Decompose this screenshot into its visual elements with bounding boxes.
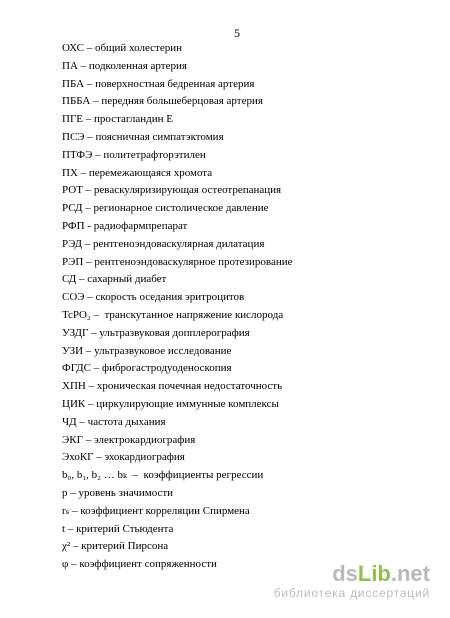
abbreviation-term: ЭКГ [62,433,83,446]
abbreviation-row [62,271,292,289]
abbreviation-row [62,343,292,361]
abbreviation-term: ПСЭ [62,130,85,143]
abbreviation-row [62,254,292,272]
abbreviation-row [62,414,292,432]
abbreviation-term: ЧД [62,415,77,428]
abbreviation-separator: – [67,486,79,499]
abbreviation-term: ПТФЭ [62,148,93,161]
abbreviation-definition: электрокардиография [93,433,196,446]
abbreviation-definition: фиброгастродуоденоскопия [101,362,232,375]
abbreviation-term: t [62,522,66,535]
abbreviation-definition: ультразвуковая допплерография [99,326,250,339]
abbreviation-term: РОТ [62,184,83,197]
abbreviation-separator: – [90,95,102,108]
abbreviation-separator: – [83,255,95,268]
abbreviation-separator: – [84,291,96,304]
abbreviation-row [62,200,292,218]
abbreviation-term: РЭД [62,237,82,250]
abbreviation-row [62,236,292,254]
abbreviation-term: ПХ [62,166,78,179]
abbreviation-separator: – [76,415,88,428]
abbreviation-separator: – [127,469,144,482]
abbreviation-term: УЗДГ [62,326,89,339]
abbreviation-definition: общий холестерин [94,42,182,54]
abbreviation-separator: – [65,522,77,535]
abbreviation-row [62,485,292,503]
abbreviation-term: СОЭ [62,291,85,304]
abbreviation-separator: – [70,540,82,553]
abbreviation-term: χ² [62,540,71,553]
abbreviation-separator: – [69,504,81,517]
abbreviation-term: ПГЕ [62,113,84,126]
abbreviation-term: СД [62,273,77,286]
abbreviation-separator: – [92,148,104,161]
abbreviation-definition: критерий Стьюдента [76,522,174,535]
abbreviation-definition: реваскуляризирующая остеотрепанация [93,184,282,197]
abbreviation-separator: – [76,273,88,286]
abbreviation-row [62,58,292,76]
abbreviation-definition: рентгеноэндоваскулярное протезирование [94,255,293,268]
abbreviation-row [62,521,292,539]
abbreviation-term: p [62,486,68,499]
abbreviation-separator: - [84,219,94,232]
abbreviation-definition: циркулирующие иммунные комплексы [96,397,279,410]
abbreviation-definition: коэффициенты регрессии [143,469,264,482]
abbreviation-row [62,307,292,325]
abbreviation-definition: транскутанное напряжение кислорода [104,308,284,321]
abbreviation-definition: простагландин Е [94,113,173,126]
abbreviation-term: TcPO₂ [62,308,91,321]
abbreviation-term: ЭхоКГ [62,451,94,464]
abbreviation-definition: коэффициент сопряженности [79,558,217,571]
abbreviation-row [62,182,292,200]
abbreviation-definition: регионарное систолическое давление [93,202,269,215]
abbreviation-term: ХПН [62,380,86,393]
abbreviation-separator: – [83,344,95,357]
abbreviation-definition: коэффициент корреляции Спирмена [80,504,250,517]
abbreviation-list [62,40,292,574]
abbreviation-term: ЦИК [62,397,86,410]
abbreviation-separator: – [83,113,95,126]
abbreviation-definition: поверхностная бедренная артерия [95,77,255,90]
abbreviation-definition: частота дыхания [87,415,166,428]
abbreviation-row [62,93,292,111]
abbreviation-term: ОХС [62,42,84,54]
abbreviation-row [62,325,292,343]
abbreviation-row [62,165,292,183]
watermark [274,562,430,600]
abbreviation-separator: – [82,202,94,215]
abbreviation-definition: радиофармпрепарат [93,219,188,232]
abbreviation-definition: ультразвуковое исследование [94,344,232,357]
abbreviation-term: РЭП [62,255,84,268]
abbreviation-definition: передняя большеберцовая артерия [101,95,263,108]
abbreviation-definition: критерий Пирсона [81,540,169,553]
abbreviation-separator: – [81,237,93,250]
abbreviation-definition: перемежающаяся хромота [88,166,213,179]
abbreviation-definition: политетрафторэтилен [103,148,206,161]
abbreviation-row [62,360,292,378]
abbreviation-row [62,147,292,165]
abbreviation-definition: подколенная артерия [88,59,187,72]
abbreviation-separator: – [93,451,105,464]
abbreviation-definition: рентгеноэндоваскулярная дилатация [92,237,265,250]
abbreviation-definition: уровень значимости [78,486,174,499]
abbreviation-separator: – [84,130,96,143]
logo-net-text: .net [390,561,430,586]
abbreviation-row [62,378,292,396]
abbreviation-row [62,556,292,574]
abbreviation-row [62,467,292,485]
abbreviation-term: ФГДС [62,362,91,375]
abbreviation-row [62,432,292,450]
abbreviation-row [62,396,292,414]
abbreviation-row [62,76,292,94]
abbreviation-term: РФП [62,219,85,232]
abbreviation-definition: хроническая почечная недостаточность [96,380,283,393]
abbreviation-row [62,289,292,307]
abbreviation-term: φ [62,558,69,571]
abbreviation-row [62,40,292,58]
abbreviation-row [62,111,292,129]
abbreviation-separator: – [90,308,105,321]
abbreviation-row [62,503,292,521]
page-number: 5 [234,26,240,40]
abbreviation-separator: – [82,433,94,446]
abbreviation-separator: – [90,362,102,375]
abbreviation-separator: – [82,184,94,197]
abbreviation-term: ПА [62,59,78,72]
abbreviation-separator: – [77,59,89,72]
abbreviation-row [62,129,292,147]
abbreviation-separator: – [77,166,89,179]
watermark-tagline: библиотека диссертаций [273,586,430,600]
abbreviation-term: РСД [62,202,83,215]
abbreviation-row [62,449,292,467]
abbreviation-definition: эхокардиография [104,451,185,464]
abbreviation-separator: – [84,77,96,90]
abbreviation-separator: – [83,42,95,54]
abbreviation-definition: поясничная симпатэктомия [95,130,224,143]
logo-ds-text: ds [332,561,358,586]
abbreviation-definition: сахарный диабет [87,273,167,286]
abbreviation-row [62,538,292,556]
abbreviation-term: УЗИ [62,344,84,357]
abbreviation-separator: – [85,380,97,393]
abbreviation-separator: – [85,397,97,410]
logo-lib-text: Lib [357,561,391,586]
abbreviation-definition: скорость оседания эритроцитов [95,291,245,304]
abbreviation-separator: – [68,558,80,571]
abbreviation-row [62,218,292,236]
abbreviation-term: ПБА [62,77,85,90]
abbreviation-separator: – [88,326,100,339]
abbreviation-term: rₛ [62,504,70,517]
abbreviation-term: b₀, b₁, b₂ … bₖ [62,469,128,482]
watermark-logo [274,562,430,586]
abbreviation-term: ПББА [62,95,91,108]
